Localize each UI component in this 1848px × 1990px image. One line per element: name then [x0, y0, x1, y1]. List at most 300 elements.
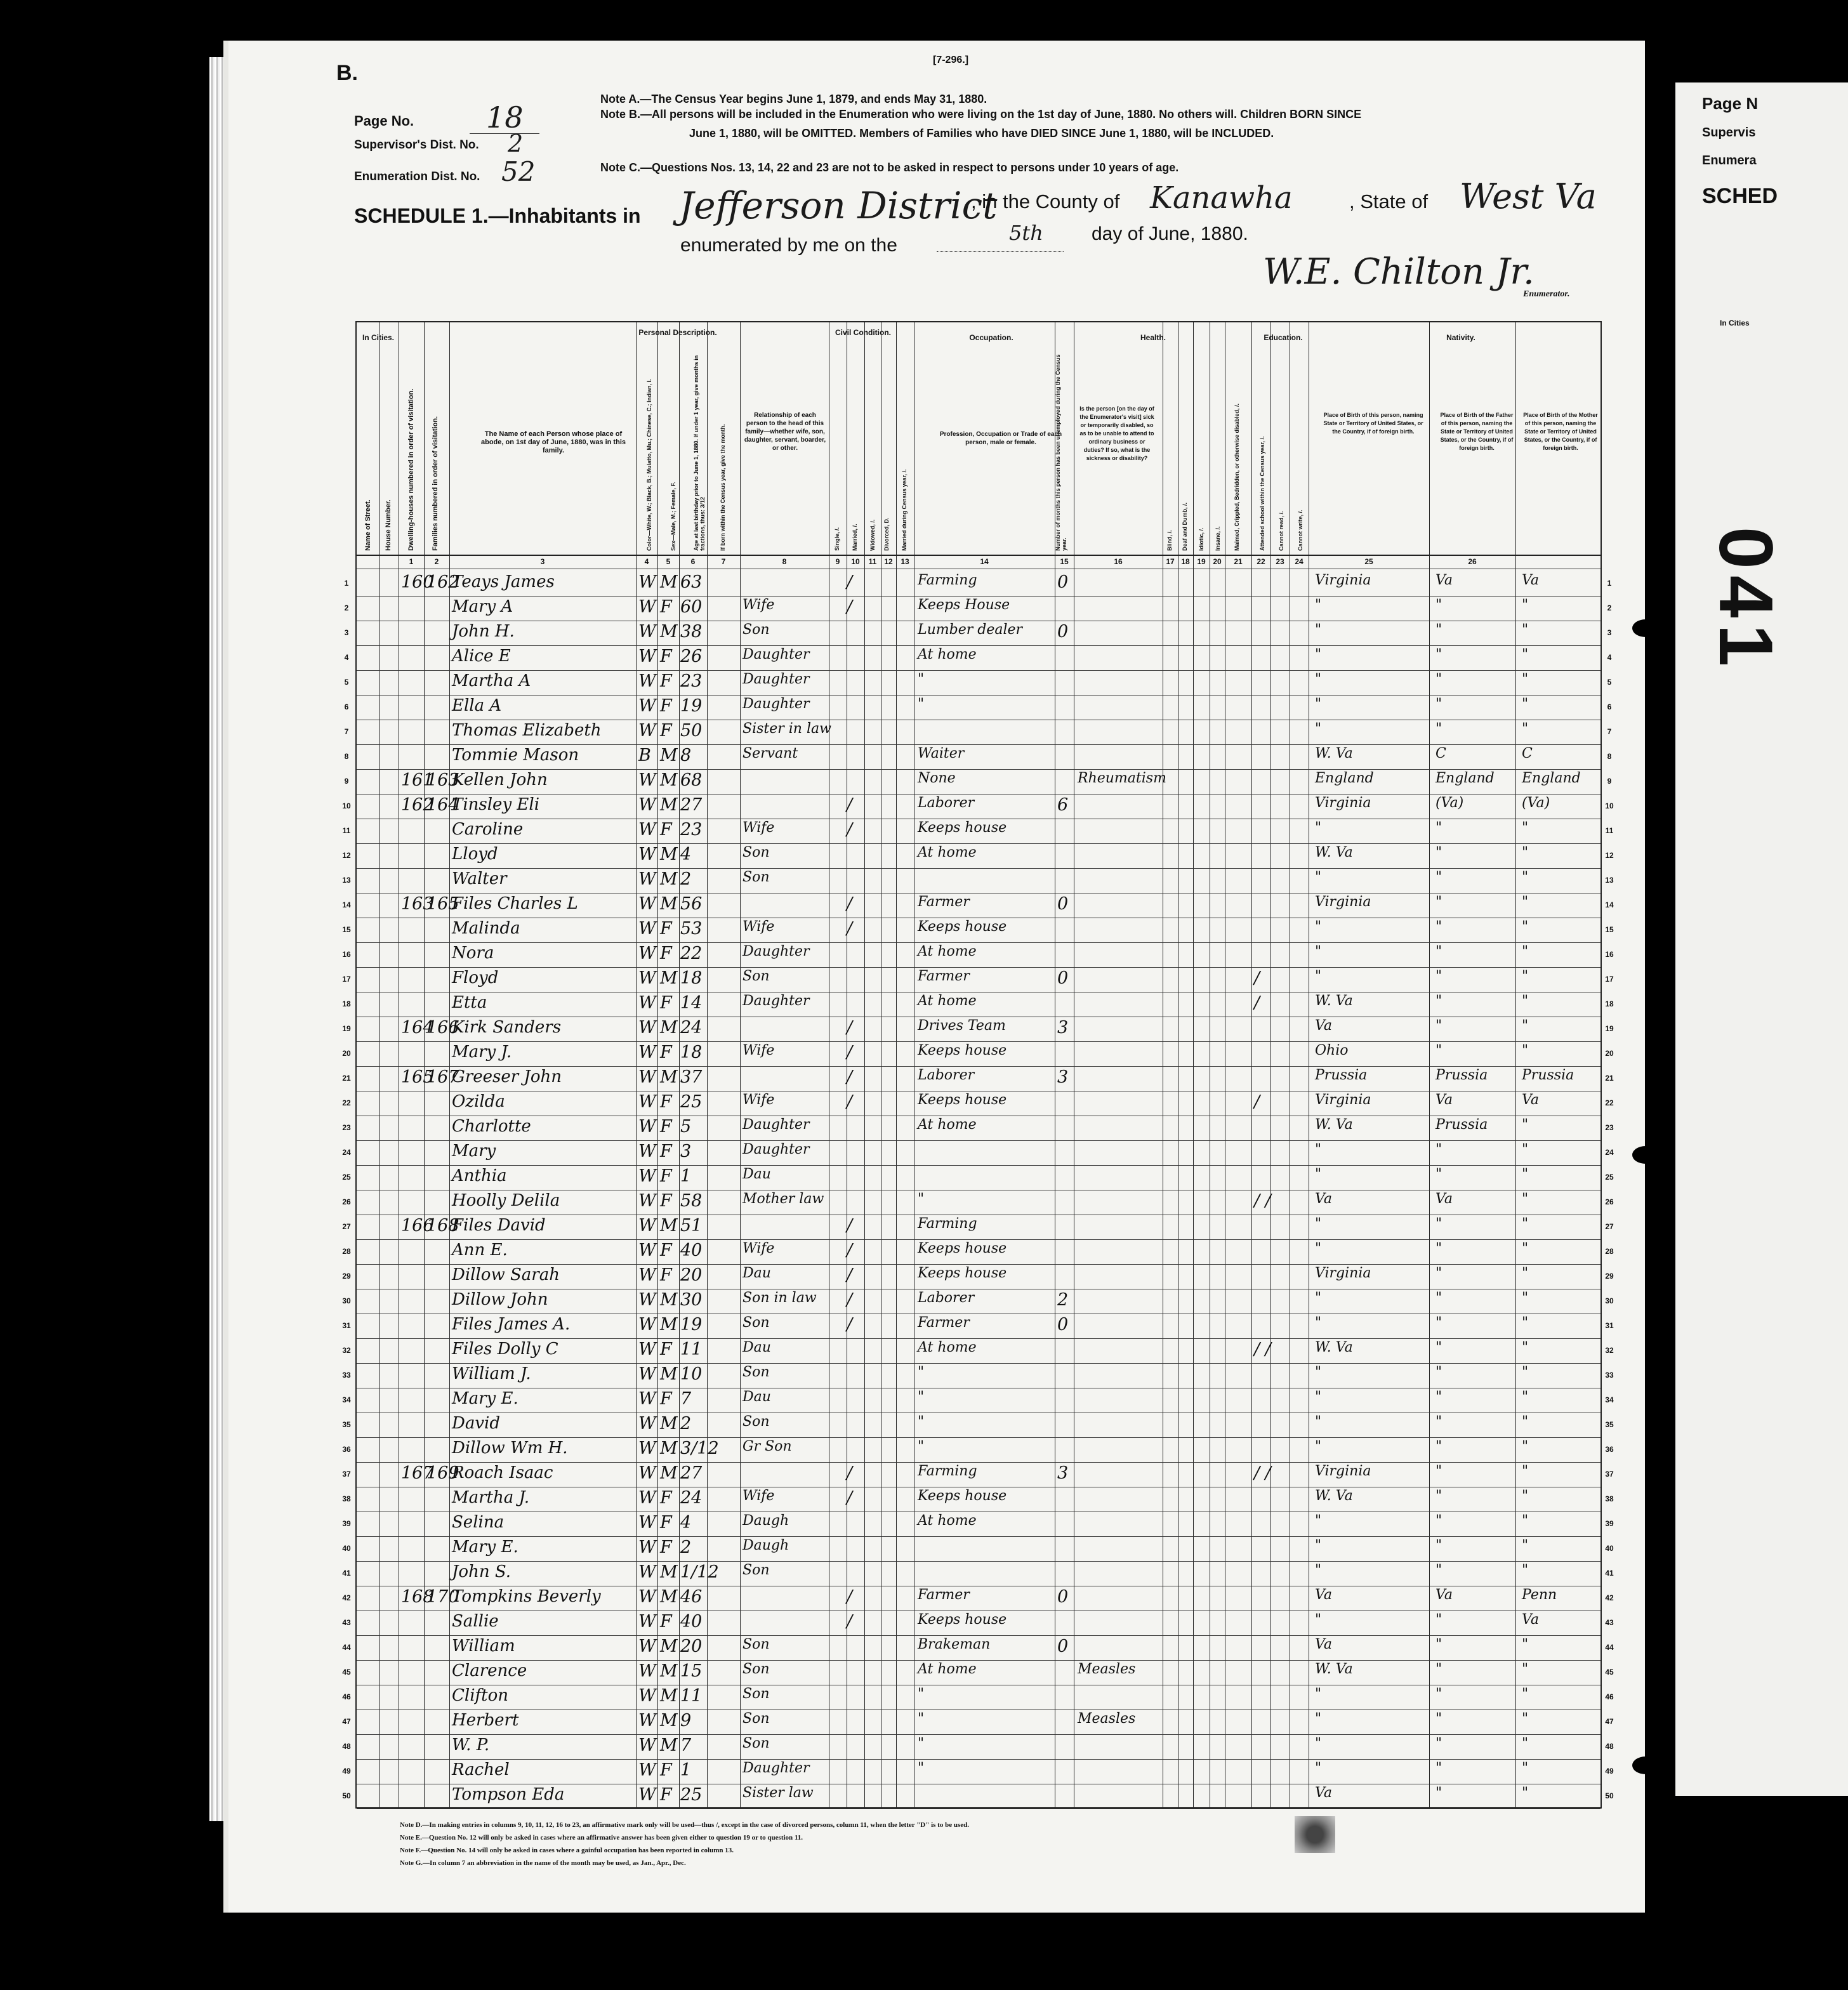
father-birthplace-value: England	[1436, 770, 1495, 786]
row-number-left: 16	[342, 950, 351, 959]
mother-birthplace-value: "	[1522, 622, 1529, 638]
person-name: Hoolly Delila	[452, 1191, 560, 1210]
row-number-right: 12	[1605, 851, 1614, 860]
color-value: W	[638, 845, 656, 864]
color-value: W	[638, 597, 656, 617]
civil-married-mark: /	[847, 597, 853, 617]
birthplace-value: "	[1315, 968, 1322, 984]
row-number-right: 45	[1605, 1668, 1614, 1677]
column-number: 25	[1364, 557, 1373, 566]
age-value: 2	[680, 1538, 692, 1557]
age-value: 30	[680, 1290, 703, 1310]
family-number: 170	[426, 1587, 459, 1607]
color-value: B	[638, 746, 651, 765]
row-number-left: 10	[342, 801, 351, 810]
family-number: 163	[426, 770, 459, 790]
age-value: 1	[680, 1760, 692, 1780]
sex-value: M	[660, 795, 678, 815]
column-number: 9	[835, 557, 840, 566]
relationship-value: Son	[742, 869, 770, 885]
person-name: John H.	[452, 622, 515, 641]
occupation-value: Laborer	[918, 1290, 975, 1306]
person-name: Malinda	[452, 919, 520, 938]
row-number-right: 50	[1605, 1791, 1614, 1800]
civil-married-mark: /	[847, 572, 853, 592]
col-sex: Sex—Male, M.; Female, F.	[670, 482, 676, 551]
mother-birthplace-value: "	[1522, 1463, 1529, 1479]
row-rule	[357, 1437, 1600, 1438]
father-birthplace-value: "	[1436, 1538, 1442, 1553]
sex-value: F	[660, 919, 672, 939]
sex-value: F	[660, 1760, 672, 1780]
color-value: W	[638, 770, 656, 790]
occupation-value: At home	[918, 647, 977, 662]
dwelling-number: 164	[401, 1018, 434, 1038]
civil-married-mark: /	[847, 1315, 853, 1334]
father-birthplace-value: "	[1436, 869, 1442, 885]
birthplace-value: "	[1315, 1166, 1322, 1182]
dwelling-number: 167	[401, 1463, 434, 1483]
column-number: 1	[409, 557, 414, 566]
occupation-value: At home	[918, 845, 977, 860]
enumerator-signature: W.E. Chilton Jr.	[1263, 251, 1534, 293]
relationship-value: Dau	[742, 1389, 771, 1405]
civil-married-mark: /	[847, 919, 853, 939]
row-number-right: 43	[1605, 1618, 1614, 1627]
color-value: W	[638, 1191, 656, 1211]
father-birthplace-value: Prussia	[1436, 1067, 1488, 1083]
color-value: W	[638, 1265, 656, 1285]
column-number: 5	[666, 557, 671, 566]
father-birthplace-value: "	[1436, 1018, 1442, 1034]
sex-value: M	[660, 1711, 678, 1730]
civil-married-mark: /	[847, 1018, 853, 1038]
page-no-line	[470, 133, 539, 134]
row-number-right: 15	[1605, 925, 1614, 934]
row-number-right: 13	[1605, 876, 1614, 885]
birthplace-value: Virginia	[1315, 894, 1371, 910]
mother-birthplace-value: "	[1522, 1142, 1529, 1157]
person-name: Rachel	[452, 1760, 510, 1779]
enum-dist-value: 52	[501, 156, 536, 187]
county-label: , in the County of	[971, 190, 1120, 213]
row-rule	[357, 1462, 1600, 1463]
group-education: Education.	[1264, 333, 1303, 342]
civil-married-mark: /	[847, 1241, 853, 1260]
row-number-left: 13	[342, 876, 351, 885]
col-insane: Insane, /.	[1215, 526, 1221, 551]
mother-birthplace-value: England	[1522, 770, 1581, 786]
civil-married-mark: /	[847, 1067, 853, 1087]
occupation-value: "	[918, 1414, 925, 1430]
row-number-right: 2	[1607, 603, 1612, 612]
birthplace-value: "	[1315, 1538, 1322, 1553]
state-value: West Va	[1460, 176, 1597, 216]
age-value: 37	[680, 1067, 703, 1087]
relationship-value: Wife	[742, 1043, 775, 1058]
occupation-value: "	[918, 1191, 925, 1207]
father-birthplace-value: "	[1436, 721, 1442, 737]
relationship-value: Daughter	[742, 944, 810, 959]
row-number-left: 12	[342, 851, 351, 860]
row-number-left: 6	[344, 702, 349, 711]
sex-value: F	[660, 1191, 672, 1211]
occupation-value: Lumber dealer	[918, 622, 1023, 638]
mother-birthplace-value: "	[1522, 1043, 1529, 1058]
row-number-left: 23	[342, 1123, 351, 1132]
occupation-value: Keeps house	[918, 1043, 1007, 1058]
father-birthplace-value: (Va)	[1436, 795, 1464, 811]
mother-birthplace-value: "	[1522, 1241, 1529, 1256]
row-number-left: 5	[344, 678, 349, 687]
birthplace-value: W. Va	[1315, 746, 1353, 761]
occupation-value: At home	[918, 1117, 977, 1133]
row-number-right: 27	[1605, 1222, 1614, 1231]
age-value: 38	[680, 622, 703, 642]
dwelling-number: 165	[401, 1067, 434, 1087]
occupation-value: Farmer	[918, 894, 970, 910]
color-value: W	[638, 1315, 656, 1334]
color-value: W	[638, 1587, 656, 1607]
row-number-right: 1	[1607, 579, 1612, 588]
row-number-left: 4	[344, 653, 349, 662]
mother-birthplace-value: "	[1522, 1265, 1529, 1281]
birthplace-value: "	[1315, 671, 1322, 687]
age-value: 56	[680, 894, 703, 914]
family-number: 164	[426, 795, 459, 815]
row-rule	[357, 1734, 1600, 1735]
row-number-left: 44	[342, 1643, 351, 1652]
age-value: 1/12	[680, 1562, 719, 1582]
footnote-e: Note E.—Question No. 12 will only be asked in cases where an affirmative answer has been given either to question 19 or to question 11.	[400, 1834, 803, 1842]
mother-birthplace-value: "	[1522, 919, 1529, 935]
mother-birthplace-value: "	[1522, 1290, 1529, 1306]
age-value: 24	[680, 1488, 703, 1508]
person-name: Selina	[452, 1513, 505, 1532]
father-birthplace-value: "	[1436, 820, 1442, 836]
relationship-value: Son	[742, 622, 770, 638]
column-number: 19	[1197, 557, 1206, 566]
father-birthplace-value: "	[1436, 1241, 1442, 1256]
col-profession: Profession, Occupation or Trade of each person, male or female.	[939, 431, 1062, 446]
birthplace-value: W. Va	[1315, 845, 1353, 860]
relationship-value: Wife	[742, 820, 775, 836]
civil-married-mark: /	[847, 1488, 853, 1508]
sex-value: M	[660, 968, 678, 988]
col-school: Attended school within the Census year, /.	[1259, 436, 1265, 551]
column-number: 2	[434, 557, 439, 566]
row-number-right: 30	[1605, 1296, 1614, 1305]
person-name: Martha A	[452, 671, 531, 690]
sex-value: F	[660, 1241, 672, 1260]
occupation-value: At home	[918, 993, 977, 1009]
mother-birthplace-value: "	[1522, 820, 1529, 836]
col-unemployed: Number of months this person has been unemployed during the Census year.	[1055, 354, 1067, 551]
age-value: 7	[680, 1389, 692, 1409]
occupation-value: Keeps house	[918, 919, 1007, 935]
supervisor-label: Supervisor's Dist. No.	[354, 138, 479, 152]
column-number: 14	[980, 557, 989, 566]
row-number-right: 11	[1605, 826, 1614, 835]
unemployed-months: 0	[1057, 622, 1069, 642]
sex-value: F	[660, 1265, 672, 1285]
birthplace-value: "	[1315, 1612, 1322, 1628]
age-value: 18	[680, 1043, 703, 1062]
row-number-right: 9	[1607, 777, 1612, 786]
father-birthplace-value: "	[1436, 845, 1442, 860]
row-number-left: 2	[344, 603, 349, 612]
person-name: Files David	[452, 1216, 546, 1235]
row-number-right: 22	[1605, 1098, 1614, 1107]
sex-value: F	[660, 1043, 672, 1062]
birthplace-value: Va	[1315, 1587, 1332, 1603]
col-maimed: Maimed, Crippled, Bedridden, or otherwise disabled, /.	[1234, 403, 1240, 551]
father-birthplace-value: "	[1436, 944, 1442, 959]
education-marks: / /	[1254, 1340, 1271, 1359]
color-value: W	[638, 622, 656, 642]
sex-value: M	[660, 1364, 678, 1384]
enumerator-label: Enumerator.	[1523, 289, 1570, 299]
sex-value: M	[660, 1661, 678, 1681]
state-label: , State of	[1349, 190, 1429, 213]
row-rule	[357, 942, 1600, 943]
age-value: 60	[680, 597, 703, 617]
column-rule	[740, 322, 741, 1807]
birthplace-value: "	[1315, 721, 1322, 737]
father-birthplace-value: "	[1436, 1142, 1442, 1157]
person-name: Lloyd	[452, 845, 498, 864]
person-name: Dillow Sarah	[452, 1265, 560, 1284]
col-married: Married, /.	[852, 524, 858, 551]
person-name: Floyd	[452, 968, 499, 987]
color-value: W	[638, 1043, 656, 1062]
unemployed-months: 0	[1057, 894, 1069, 914]
father-birthplace-value: "	[1436, 622, 1442, 638]
civil-married-mark: /	[847, 1612, 853, 1631]
mother-birthplace-value: "	[1522, 1562, 1529, 1578]
row-rule	[357, 1338, 1600, 1339]
occupation-value: At home	[918, 1513, 977, 1529]
column-number: 6	[690, 557, 696, 566]
birthplace-value: "	[1315, 1736, 1322, 1751]
sex-value: M	[660, 1562, 678, 1582]
mother-birthplace-value: "	[1522, 1018, 1529, 1034]
col-mother-birthplace: Place of Birth of the Mother of this person, naming the State or Territory of United States, or the Country, if of foreign birth.	[1523, 412, 1598, 451]
col-widowed: Widowed, /.	[869, 519, 876, 551]
father-birthplace-value: "	[1436, 1216, 1442, 1232]
mother-birthplace-value: "	[1522, 1736, 1529, 1751]
row-rule	[357, 670, 1600, 671]
father-birthplace-value: "	[1436, 1760, 1442, 1776]
color-value: W	[638, 869, 656, 889]
person-name: W. P.	[452, 1736, 490, 1755]
occupation-value: Farming	[918, 572, 977, 588]
row-number-left: 35	[342, 1420, 351, 1429]
row-number-left: 31	[342, 1321, 351, 1330]
row-number-left: 38	[342, 1494, 351, 1503]
row-number-right: 29	[1605, 1272, 1614, 1281]
birthplace-value: Va	[1315, 1018, 1332, 1034]
row-number-left: 39	[342, 1519, 351, 1528]
father-birthplace-value: "	[1436, 1463, 1442, 1479]
row-number-left: 48	[342, 1742, 351, 1751]
father-birthplace-value: "	[1436, 1364, 1442, 1380]
col-idiotic: Idiotic, /.	[1198, 527, 1204, 551]
sex-value: M	[660, 622, 678, 642]
color-value: W	[638, 1166, 656, 1186]
binding-hole	[1632, 1146, 1659, 1164]
civil-married-mark: /	[847, 1290, 853, 1310]
father-birthplace-value: "	[1436, 671, 1442, 687]
birthplace-value: "	[1315, 597, 1322, 613]
row-number-left: 3	[344, 628, 349, 637]
person-name: Dillow John	[452, 1290, 548, 1309]
person-name: Nora	[452, 944, 494, 963]
occupation-value: Keeps house	[918, 1241, 1007, 1256]
family-number: 166	[426, 1018, 459, 1038]
person-name: Mary E.	[452, 1389, 518, 1408]
sex-value: F	[660, 1612, 672, 1631]
row-rule	[357, 1239, 1600, 1240]
right-page	[1675, 82, 1848, 1796]
age-value: 51	[680, 1216, 703, 1236]
row-rule	[357, 1165, 1600, 1166]
row-number-left: 36	[342, 1445, 351, 1454]
father-birthplace-value: Va	[1436, 572, 1453, 588]
family-number: 165	[426, 894, 459, 914]
row-number-left: 19	[342, 1024, 351, 1033]
binding-hole	[1632, 619, 1659, 637]
sickness-value: Measles	[1078, 1711, 1136, 1727]
age-value: 40	[680, 1612, 703, 1631]
row-number-right: 8	[1607, 752, 1612, 761]
row-number-left: 40	[342, 1544, 351, 1553]
row-number-right: 17	[1605, 975, 1614, 984]
row-number-left: 9	[344, 777, 349, 786]
birthplace-value: Virginia	[1315, 795, 1371, 811]
occupation-value: Laborer	[918, 1067, 975, 1083]
person-name: Roach Isaac	[452, 1463, 553, 1482]
row-number-right: 44	[1605, 1643, 1614, 1652]
mother-birthplace-value: C	[1522, 746, 1533, 761]
color-value: W	[638, 1241, 656, 1260]
color-value: W	[638, 1612, 656, 1631]
age-value: 19	[680, 1315, 703, 1334]
age-value: 10	[680, 1364, 703, 1384]
color-value: W	[638, 1216, 656, 1236]
sex-value: F	[660, 696, 672, 716]
row-number-right: 33	[1605, 1371, 1614, 1380]
footnote-g: Note G.—In column 7 an abbreviation in the name of the month may be used, as Jan., Apr., Dec.	[400, 1859, 686, 1867]
sex-value: F	[660, 1785, 672, 1805]
mother-birthplace-value: Va	[1522, 1092, 1539, 1108]
color-value: W	[638, 993, 656, 1013]
sickness-value: Rheumatism	[1078, 770, 1166, 786]
person-name: Clifton	[452, 1686, 508, 1705]
row-number-left: 30	[342, 1296, 351, 1305]
relationship-value: Daughter	[742, 696, 810, 712]
row-number-left: 37	[342, 1470, 351, 1479]
relationship-value: Daugh	[742, 1538, 789, 1553]
row-number-left: 26	[342, 1197, 351, 1206]
person-name: Tompkins Beverly	[452, 1587, 601, 1606]
father-birthplace-value: "	[1436, 696, 1442, 712]
birthplace-value: "	[1315, 1241, 1322, 1256]
relationship-value: Daugh	[742, 1513, 789, 1529]
mother-birthplace-value: "	[1522, 1637, 1529, 1652]
col-cannot-read: Cannot read, /.	[1278, 511, 1284, 551]
right-page-no-label: Page N	[1702, 94, 1759, 113]
person-name: Ozilda	[452, 1092, 505, 1111]
color-value: W	[638, 1364, 656, 1384]
age-value: 7	[680, 1736, 692, 1755]
education-marks: / /	[1254, 1463, 1271, 1483]
row-rule	[357, 868, 1600, 869]
occupation-value: Farming	[918, 1216, 977, 1232]
civil-married-mark: /	[847, 894, 853, 914]
birthplace-value: Virginia	[1315, 1463, 1371, 1479]
civil-married-mark: /	[847, 1463, 853, 1483]
education-marks: /	[1254, 993, 1260, 1013]
col-house: House Number.	[385, 499, 392, 551]
row-number-right: 21	[1605, 1074, 1614, 1083]
col-sick: Is the person [on the day of the Enumerator's visit] sick or temporarily disabled, so as to be unable to attend to ordinary business or duties? If so, what is the sickness or disability?	[1079, 405, 1154, 461]
age-value: 27	[680, 795, 703, 815]
sex-value: M	[660, 1736, 678, 1755]
color-value: W	[638, 721, 656, 741]
sex-value: M	[660, 572, 678, 592]
color-value: W	[638, 1513, 656, 1532]
occupation-value: Farmer	[918, 1587, 970, 1603]
ink-smudge	[1295, 1816, 1335, 1853]
color-value: W	[638, 1711, 656, 1730]
color-value: W	[638, 919, 656, 939]
row-number-left: 28	[342, 1247, 351, 1256]
sex-value: F	[660, 1488, 672, 1508]
relationship-value: Servant	[742, 746, 798, 761]
person-name: Tinsley Eli	[452, 795, 540, 814]
occupation-value: "	[918, 1736, 925, 1751]
person-name: Files Charles L	[452, 894, 578, 913]
father-birthplace-value: "	[1436, 1315, 1442, 1331]
row-number-right: 16	[1605, 950, 1614, 959]
row-number-left: 34	[342, 1395, 351, 1404]
relationship-value: Dau	[742, 1166, 771, 1182]
color-value: W	[638, 671, 656, 691]
row-rule	[357, 1363, 1600, 1364]
family-number: 168	[426, 1216, 459, 1236]
mother-birthplace-value: "	[1522, 993, 1529, 1009]
mother-birthplace-value: "	[1522, 671, 1529, 687]
relationship-value: Son	[742, 1736, 770, 1751]
dwelling-number: 161	[401, 770, 434, 790]
row-number-left: 24	[342, 1148, 351, 1157]
sex-value: F	[660, 671, 672, 691]
mother-birthplace-value: (Va)	[1522, 795, 1550, 811]
mother-birthplace-value: "	[1522, 1364, 1529, 1380]
color-value: W	[638, 1562, 656, 1582]
occupation-value: Keeps house	[918, 1488, 1007, 1504]
education-marks: /	[1254, 968, 1260, 988]
father-birthplace-value: "	[1436, 968, 1442, 984]
relationship-value: Son	[742, 1686, 770, 1702]
relationship-value: Sister law	[742, 1785, 814, 1801]
birthplace-value: Virginia	[1315, 572, 1371, 588]
age-value: 23	[680, 820, 703, 840]
sex-value: M	[660, 1686, 678, 1706]
unemployed-months: 0	[1057, 572, 1069, 592]
form-letter: B.	[336, 61, 358, 85]
